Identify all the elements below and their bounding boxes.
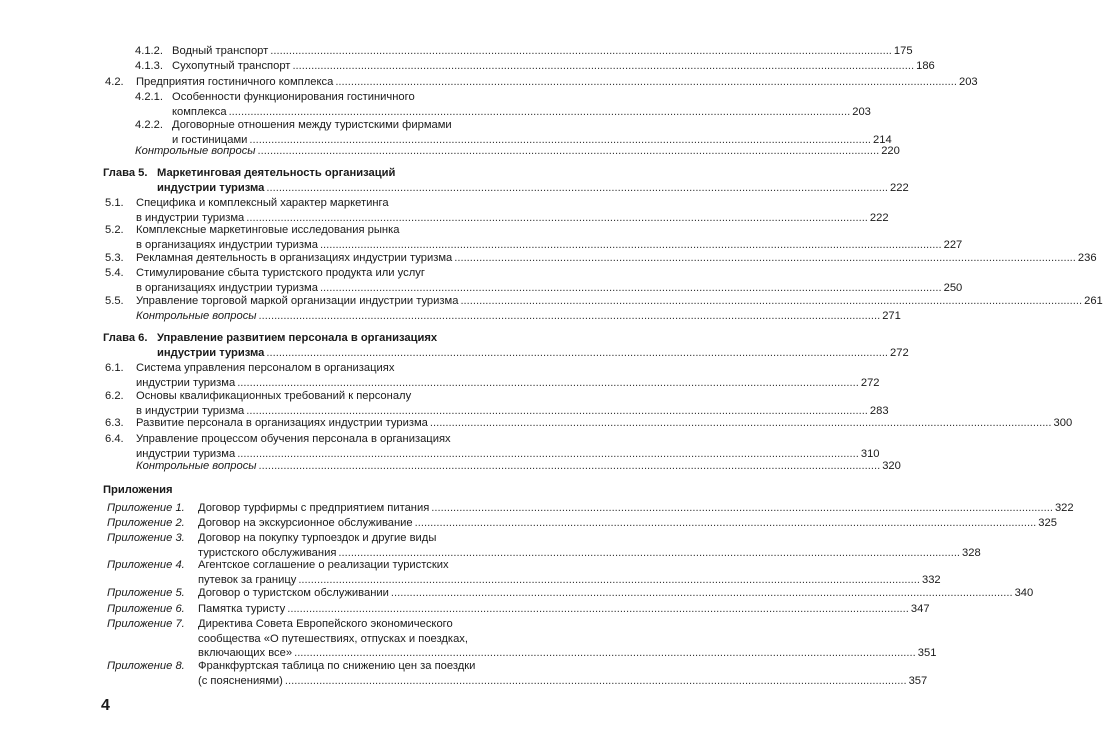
toc-entry-title-cont: в индустрии туризма — [136, 404, 245, 417]
toc-entry — [105, 75, 978, 90]
toc-entry-number: Приложение 1. — [107, 502, 185, 514]
toc-leader: ........................................................................................................................................................................................................ — [390, 587, 1013, 599]
toc-entry-page: 222 — [869, 211, 889, 224]
toc-entry-page: 175 — [893, 45, 913, 57]
toc-entry-title: Управление торговой маркой организации индустрии туризма — [136, 295, 459, 307]
toc-entry — [105, 294, 1103, 309]
toc-entry-number: Приложение 6. — [107, 603, 185, 615]
toc-entry-title: Система управления персоналом в организациях — [136, 362, 395, 374]
toc-entry-number: 4.1.3. — [135, 60, 163, 72]
toc-entry-number: 4.1.2. — [135, 45, 163, 57]
toc-entry-title-cont: индустрии туризма — [136, 447, 236, 460]
toc-entry-title: Водный транспорт — [172, 45, 269, 57]
toc-leader: ........................................................................................................................................................................................................ — [258, 310, 881, 322]
toc-entry-title: Договор на покупку турпоездок и другие виды — [198, 532, 437, 544]
toc-entry — [105, 196, 889, 226]
toc-appendix — [107, 617, 937, 662]
toc-leader: ........................................................................................................................................................................................................ — [319, 238, 942, 251]
toc-entry-number: 6.1. — [105, 362, 124, 374]
toc-entry-page: 351 — [917, 647, 937, 660]
toc-entry — [105, 389, 889, 419]
toc-entry-number: 6.4. — [105, 433, 124, 445]
toc-entry-title: Рекламная деятельность в организациях индустрии туризма — [136, 252, 453, 264]
toc-leader: ........................................................................................................................................................................................................ — [237, 376, 859, 389]
toc-entry-number: 4.2. — [105, 76, 124, 88]
toc-appendix — [107, 516, 1057, 531]
toc-leader: ........................................................................................................................................................................................................ — [460, 295, 1083, 307]
appendix-heading: Приложения — [103, 484, 173, 496]
toc-entry-number: 5.3. — [105, 252, 124, 264]
toc-entry-title-cont: в индустрии туризма — [136, 211, 245, 224]
toc-entry-title: Сухопутный транспорт — [172, 60, 291, 72]
toc-entry — [105, 432, 880, 462]
toc-entry-title: Директива Совета Европейского экономического — [198, 618, 453, 630]
toc-leader: ........................................................................................................................................................................................................ — [237, 447, 859, 460]
toc-entry — [135, 59, 935, 74]
toc-entry — [105, 416, 1073, 431]
toc-entry-page: 227 — [943, 238, 963, 251]
toc-entry-title: Комплексные маркетинговые исследования рынка — [136, 224, 400, 236]
toc-leader: ........................................................................................................................................................................................................ — [258, 460, 881, 472]
toc-entry-page: 272 — [860, 376, 880, 389]
toc-appendix — [107, 659, 928, 689]
toc-entry-title: Договор о туристском обслуживании — [198, 587, 389, 599]
toc-leader: ........................................................................................................................................................................................................ — [294, 647, 916, 660]
toc-entry-title: Особенности функционирования гостиничного — [172, 91, 415, 103]
toc-entry-page: 300 — [1053, 417, 1073, 429]
toc-entry-title: Контрольные вопросы — [136, 310, 257, 322]
toc-entry-title: Предприятия гостиничного комплекса — [136, 76, 334, 88]
toc-leader: ........................................................................................................................................................................................................ — [298, 573, 920, 586]
toc-entry-title: Управление процессом обучения персонала в организациях — [136, 433, 451, 445]
toc-entry-title-cont: в организациях индустрии туризма — [136, 238, 318, 251]
toc-entry-number: Приложение 5. — [107, 587, 185, 599]
toc-entry-page: 332 — [921, 573, 941, 586]
toc-entry-page: 320 — [882, 460, 901, 472]
toc-entry-title-cont: в организациях индустрии туризма — [136, 281, 318, 294]
toc-entry-page: 272 — [890, 346, 909, 359]
toc-entry-page: 357 — [908, 674, 928, 687]
toc-entry-number: Приложение 4. — [107, 559, 185, 571]
toc-entry-page: 347 — [910, 603, 930, 615]
toc-entry — [136, 459, 901, 474]
toc-entry-title-cont: и гостиницами — [172, 133, 248, 146]
toc-entry-title-cont: включающих все» — [198, 647, 293, 660]
toc-entry-title: Агентское соглашение о реализации туристских — [198, 559, 449, 571]
toc-entry — [135, 44, 913, 59]
toc-entry-title-cont: (с пояснениями) — [198, 674, 283, 687]
toc-entry-page: 214 — [873, 133, 892, 146]
toc-leader: ........................................................................................................................................................................................................ — [284, 674, 907, 687]
toc-entry-page: 250 — [943, 281, 963, 294]
toc-leader: ........................................................................................................................................................................................................ — [266, 346, 889, 359]
toc-entry-number: Приложение 8. — [107, 660, 185, 672]
toc-leader: ........................................................................................................................................................................................................ — [292, 60, 915, 72]
toc-entry-page: 222 — [890, 181, 909, 194]
toc-entry-number: Глава 6. — [103, 332, 148, 344]
toc-leader: ........................................................................................................................................................................................................ — [287, 603, 909, 615]
toc-entry-number: 6.2. — [105, 390, 124, 402]
toc-leader: ........................................................................................................................................................................................................ — [335, 76, 957, 88]
toc-entry-number: 4.2.2. — [135, 119, 163, 131]
toc-appendix — [107, 558, 941, 588]
toc-entry-title-cont: индустрии туризма — [157, 346, 265, 359]
toc-entry-page: 340 — [1014, 587, 1034, 599]
toc-entry-title-cont: туристского обслуживания — [198, 546, 337, 559]
toc-leader: ........................................................................................................................................................................................................ — [414, 517, 1037, 529]
toc-entry — [105, 361, 880, 391]
toc-leader: ........................................................................................................................................................................................................ — [454, 252, 1076, 264]
toc-entry-number: 5.5. — [105, 295, 124, 307]
toc-entry-number: 6.3. — [105, 417, 124, 429]
toc-entry-page: 283 — [869, 404, 889, 417]
toc-entry-title: Договор турфирмы с предприятием питания — [198, 502, 430, 514]
toc-entry-title-cont: комплекса — [172, 105, 227, 118]
toc-entry-title: Основы квалификационных требований к персоналу — [136, 390, 412, 402]
toc-leader: ........................................................................................................................................................................................................ — [246, 404, 868, 417]
toc-entry-title: Договор на экскурсионное обслуживание — [198, 517, 413, 529]
toc-entry-number: Приложение 3. — [107, 532, 185, 544]
toc-entry-title-cont: сообщества «О путешествиях, отпусках и поездках, — [198, 632, 468, 645]
toc-leader: ........................................................................................................................................................................................................ — [270, 45, 892, 57]
toc-entry-page: 325 — [1038, 517, 1057, 529]
toc-entry — [135, 144, 900, 159]
toc-entry-number: Приложение 2. — [107, 517, 185, 529]
toc-entry-title: Памятка туристу — [198, 603, 286, 615]
toc-entry-page: 203 — [852, 105, 871, 118]
toc-entry-number: Глава 5. — [103, 167, 148, 179]
toc-entry-title: Управление развитием персонала в организациях — [157, 332, 438, 344]
toc-leader: ........................................................................................................................................................................................................ — [249, 133, 872, 146]
toc-leader: ........................................................................................................................................................................................................ — [338, 546, 961, 559]
toc-appendix — [107, 602, 930, 617]
toc-leader: ........................................................................................................................................................................................................ — [431, 502, 1053, 514]
toc-chapter — [103, 166, 909, 196]
toc-entry-page: 236 — [1077, 252, 1097, 264]
toc-leader: ........................................................................................................................................................................................................ — [257, 145, 880, 157]
toc-entry-title: Маркетинговая деятельность организаций — [157, 167, 396, 179]
toc-leader: ........................................................................................................................................................................................................ — [429, 417, 1052, 429]
toc-entry-title-cont: путевок за границу — [198, 573, 297, 586]
toc-entry-page: 310 — [860, 447, 880, 460]
page-number: 4 — [101, 697, 110, 714]
toc-entry — [105, 223, 963, 253]
toc-entry-page: 186 — [916, 60, 935, 72]
toc-entry-title-cont: индустрии туризма — [136, 376, 236, 389]
toc-entry-title: Франкфуртская таблица по снижению цен за поездки — [198, 660, 476, 672]
toc-entry-title-cont: индустрии туризма — [157, 181, 265, 194]
toc-entry — [105, 266, 963, 296]
toc-entry-title: Стимулирование сбыта туристского продукта или услуг — [136, 267, 425, 279]
toc-entry-title: Специфика и комплексный характер маркетинга — [136, 197, 389, 209]
toc-entry-page: 322 — [1054, 502, 1074, 514]
toc-entry-title: Развитие персонала в организациях индустрии туризма — [136, 417, 428, 429]
toc-leader: ........................................................................................................................................................................................................ — [266, 181, 889, 194]
toc-chapter — [103, 331, 909, 361]
toc-entry-page: 261 — [1084, 295, 1103, 307]
toc-entry-number: Приложение 7. — [107, 618, 185, 630]
toc-entry-page: 328 — [962, 546, 981, 559]
toc-entry-number: 5.2. — [105, 224, 124, 236]
toc-entry-title: Контрольные вопросы — [135, 145, 256, 157]
toc-leader: ........................................................................................................................................................................................................ — [319, 281, 942, 294]
toc-leader: ........................................................................................................................................................................................................ — [246, 211, 868, 224]
toc-entry-page: 220 — [881, 145, 900, 157]
toc-entry — [136, 309, 901, 324]
toc-entry-title: Договорные отношения между туристскими фирмами — [172, 119, 452, 131]
toc-entry-page: 271 — [882, 310, 901, 322]
toc-entry-number: 5.1. — [105, 197, 124, 209]
toc-entry-page: 203 — [958, 76, 978, 88]
toc-appendix — [107, 531, 981, 561]
toc-leader: ........................................................................................................................................................................................................ — [228, 105, 851, 118]
toc-appendix — [107, 501, 1074, 516]
toc-entry-title: Контрольные вопросы — [136, 460, 257, 472]
toc-appendix — [107, 586, 1034, 601]
toc-entry — [135, 90, 871, 120]
toc-entry-number: 4.2.1. — [135, 91, 163, 103]
toc-entry — [105, 251, 1097, 266]
toc-entry-number: 5.4. — [105, 267, 124, 279]
